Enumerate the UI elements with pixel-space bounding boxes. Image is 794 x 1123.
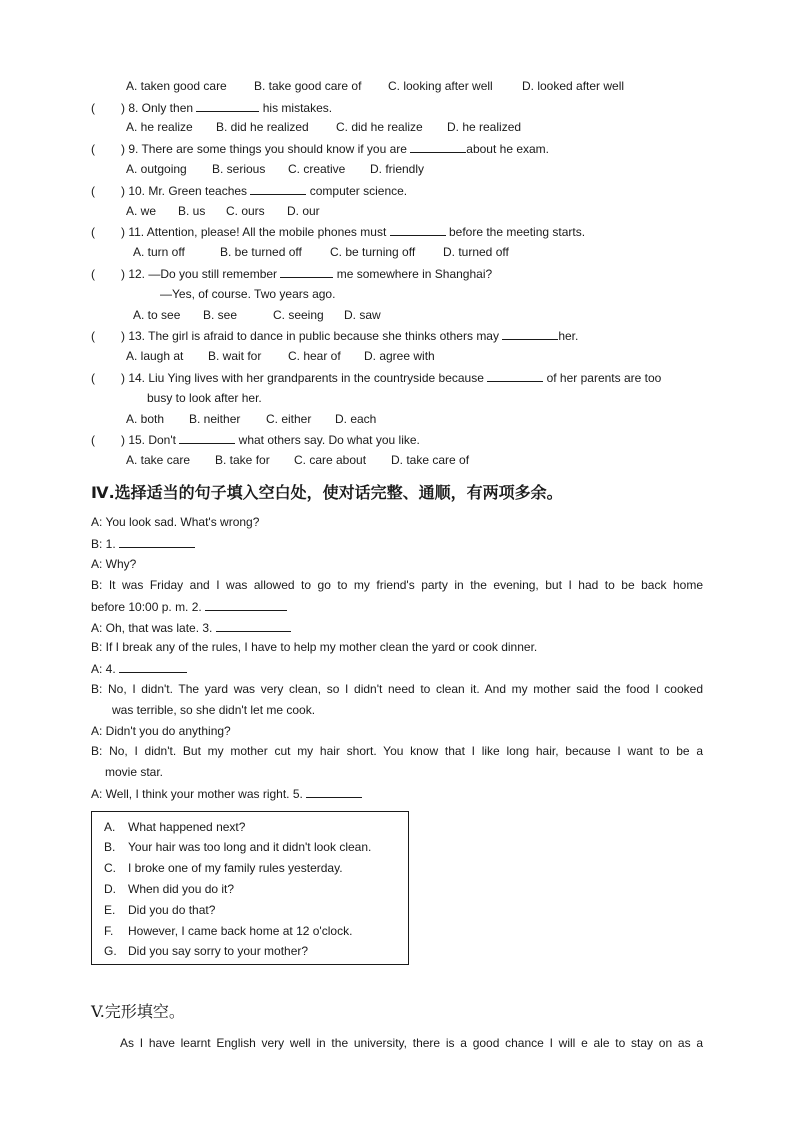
choice-item — [104, 840, 371, 855]
question-text: ) 11. Attention, please! All the mobile phones must — [121, 225, 387, 239]
q7-option-a: A. taken good care — [126, 79, 227, 93]
q11-options — [133, 245, 509, 260]
question-text-after: before the meeting starts. — [448, 225, 586, 239]
question-text: ) 13. The girl is afraid to dance in public because she thinks others may — [121, 329, 499, 343]
q14-line2: busy to look after her. — [147, 391, 262, 405]
answer-blank[interactable] — [205, 599, 287, 611]
dialog-line — [91, 786, 362, 802]
q11-option-c: C. be turning off — [330, 245, 416, 259]
dialog-line — [91, 536, 195, 552]
question-11 — [91, 224, 711, 240]
dialog-line — [91, 661, 187, 677]
q15-option-b: B. take for — [215, 453, 270, 467]
q13-option-b: B. wait for — [208, 349, 262, 363]
q12-option-c: C. seeing — [273, 308, 324, 322]
q11-option-d: D. turned off — [443, 245, 509, 259]
choice-item — [104, 882, 234, 897]
choice-letter: A. — [104, 820, 116, 834]
q14-option-a: A. both — [126, 412, 165, 426]
q13-option-a: A. laugh at — [126, 349, 184, 363]
dialog-line-text: A: Oh, that was late. 3. — [91, 621, 213, 635]
question-8 — [91, 100, 711, 116]
q7-option-c: C. looking after well — [388, 79, 493, 93]
q12-option-b: B. see — [203, 308, 238, 322]
q11-option-b: B. be turned off — [220, 245, 302, 259]
choice-item — [104, 820, 245, 835]
question-text-after: about he exam. — [466, 142, 550, 156]
dialog-line — [91, 682, 703, 697]
q12-option-d: D. saw — [344, 308, 381, 322]
cloze-passage — [91, 1036, 703, 1051]
choice-text: I broke one of my family rules yesterday. — [128, 861, 343, 875]
answer-paren: ( — [91, 267, 95, 281]
choice-text: However, I came back home at 12 o'clock. — [128, 924, 353, 938]
choice-text: When did you do it? — [128, 882, 235, 896]
section-5-title: V.完形填空。 — [91, 1002, 185, 1021]
section-4-title: Ⅳ.选择适当的句子填入空白处，使对话完整、通顺，有两项多余。 — [91, 483, 563, 502]
dialog-line: was terrible, so she didn't let me cook. — [112, 703, 316, 717]
choice-item — [104, 924, 352, 939]
answer-blank[interactable] — [196, 100, 259, 112]
q9-option-b: B. serious — [212, 162, 266, 176]
answer-paren: ( — [91, 101, 95, 115]
dialog-line-text: B: It was Friday and I was allowed to go to my friend's party in the evening, but I had to be back home — [91, 578, 703, 592]
q8-options — [126, 120, 521, 135]
passage-text: As I have learnt English very well in the university, there is a good chance I will e ale to stay on as a — [120, 1036, 703, 1050]
dialog-line: A: You look sad. What's wrong? — [91, 515, 260, 529]
answer-blank[interactable] — [487, 370, 543, 382]
answer-blank[interactable] — [410, 141, 466, 153]
answer-blank[interactable] — [280, 266, 333, 278]
answer-paren: ( — [91, 184, 95, 198]
answer-blank[interactable] — [119, 661, 187, 673]
q10-option-d: D. our — [287, 204, 320, 218]
question-text-after: his mistakes. — [262, 101, 333, 115]
q7-options — [126, 79, 624, 94]
q9-options — [126, 162, 424, 177]
q10-options — [126, 204, 320, 219]
q7-option-d: D. looked after well — [522, 79, 625, 93]
dialog-line-text: A: 4. — [91, 662, 116, 676]
choice-item — [104, 861, 343, 876]
q12-option-a: A. to see — [133, 308, 181, 322]
question-10 — [91, 183, 711, 199]
answer-blank[interactable] — [390, 224, 446, 236]
q15-options — [126, 453, 469, 468]
choice-letter: G. — [104, 944, 117, 958]
answer-blank[interactable] — [119, 536, 195, 548]
q9-option-c: C. creative — [288, 162, 346, 176]
q14-option-c: C. either — [266, 412, 312, 426]
q15-option-d: D. take care of — [391, 453, 470, 467]
dialog-line: movie star. — [105, 765, 164, 779]
q8-option-b: B. did he realized — [216, 120, 309, 134]
answer-blank[interactable] — [250, 183, 306, 195]
question-text: ) 8. Only then — [121, 101, 194, 115]
choice-item — [104, 903, 215, 918]
choice-letter: D. — [104, 882, 116, 896]
q8-option-a: A. he realize — [126, 120, 193, 134]
q15-option-a: A. take care — [126, 453, 191, 467]
q14-option-d: D. each — [335, 412, 377, 426]
answer-blank[interactable] — [502, 328, 558, 340]
q13-option-d: D. agree with — [364, 349, 435, 363]
answer-paren: ( — [91, 433, 95, 447]
question-text: ) 10. Mr. Green teaches — [121, 184, 248, 198]
q15-option-c: C. care about — [294, 453, 367, 467]
answer-paren: ( — [91, 142, 95, 156]
question-15 — [91, 432, 711, 448]
choice-letter: B. — [104, 840, 116, 854]
dialog-line — [91, 744, 703, 759]
dialog-line — [91, 620, 291, 636]
choice-text: Your hair was too long and it didn't look clean. — [128, 840, 372, 854]
answer-paren: ( — [91, 329, 95, 343]
answer-blank[interactable] — [179, 432, 235, 444]
q13-option-c: C. hear of — [288, 349, 341, 363]
dialog-line: B: If I break any of the rules, I have to help my mother clean the yard or cook dinner. — [91, 640, 538, 654]
answer-paren: ( — [91, 371, 95, 385]
question-text-after: what others say. Do what you like. — [238, 433, 420, 447]
dialog-line-text: before 10:00 p. m. 2. — [91, 600, 202, 614]
answer-blank[interactable] — [306, 786, 362, 798]
choice-letter: C. — [104, 861, 116, 875]
dialog-line-text: B: 1. — [91, 537, 116, 551]
dialog-line-text: B: No, I didn't. The yard was very clean, so I didn't need to clean it. And my mother said the food I cooked — [91, 682, 703, 696]
q10-option-c: C. ours — [226, 204, 265, 218]
question-text-after: her. — [558, 329, 579, 343]
choice-text: Did you do that? — [128, 903, 216, 917]
choice-item — [104, 944, 308, 959]
answer-paren: ( — [91, 225, 95, 239]
question-text: ) 15. Don't — [121, 433, 176, 447]
question-text: ) 14. Liu Ying lives with her grandparents in the countryside because — [121, 371, 484, 385]
choices-box — [91, 811, 409, 965]
dialog-line — [91, 578, 703, 593]
dialog-line-text: A: Well, I think your mother was right. 5. — [91, 787, 303, 801]
q10-option-b: B. us — [178, 204, 206, 218]
q12-options — [133, 308, 381, 323]
q14-options — [126, 412, 376, 427]
q8-option-d: D. he realized — [447, 120, 522, 134]
q12-reply: —Yes, of course. Two years ago. — [160, 287, 336, 301]
question-14 — [91, 370, 711, 386]
answer-blank[interactable] — [216, 620, 291, 632]
question-9 — [91, 141, 711, 157]
question-text-after: computer science. — [309, 184, 408, 198]
question-text-after: me somewhere in Shanghai? — [336, 267, 493, 281]
question-13 — [91, 328, 711, 344]
question-12 — [91, 266, 711, 282]
q9-option-d: D. friendly — [370, 162, 425, 176]
dialog-line: A: Why? — [91, 557, 137, 571]
q10-option-a: A. we — [126, 204, 157, 218]
q8-option-c: C. did he realize — [336, 120, 423, 134]
q9-option-a: A. outgoing — [126, 162, 187, 176]
question-text-after: of her parents are too — [546, 371, 662, 385]
choice-text: What happened next? — [128, 820, 246, 834]
dialog-line: A: Didn't you do anything? — [91, 724, 231, 738]
dialog-line — [91, 599, 287, 615]
q7-option-b: B. take good care of — [254, 79, 362, 93]
q11-option-a: A. turn off — [133, 245, 185, 259]
q13-options — [126, 349, 435, 364]
question-text: ) 9. There are some things you should know if you are — [121, 142, 407, 156]
q14-option-b: B. neither — [189, 412, 241, 426]
dialog-line-text: B: No, I didn't. But my mother cut my hair short. You know that I like long hair, because I want to be a — [91, 744, 703, 758]
choice-letter: E. — [104, 903, 116, 917]
choice-letter: F. — [104, 924, 114, 938]
question-text: ) 12. —Do you still remember — [121, 267, 278, 281]
choice-text: Did you say sorry to your mother? — [128, 944, 309, 958]
